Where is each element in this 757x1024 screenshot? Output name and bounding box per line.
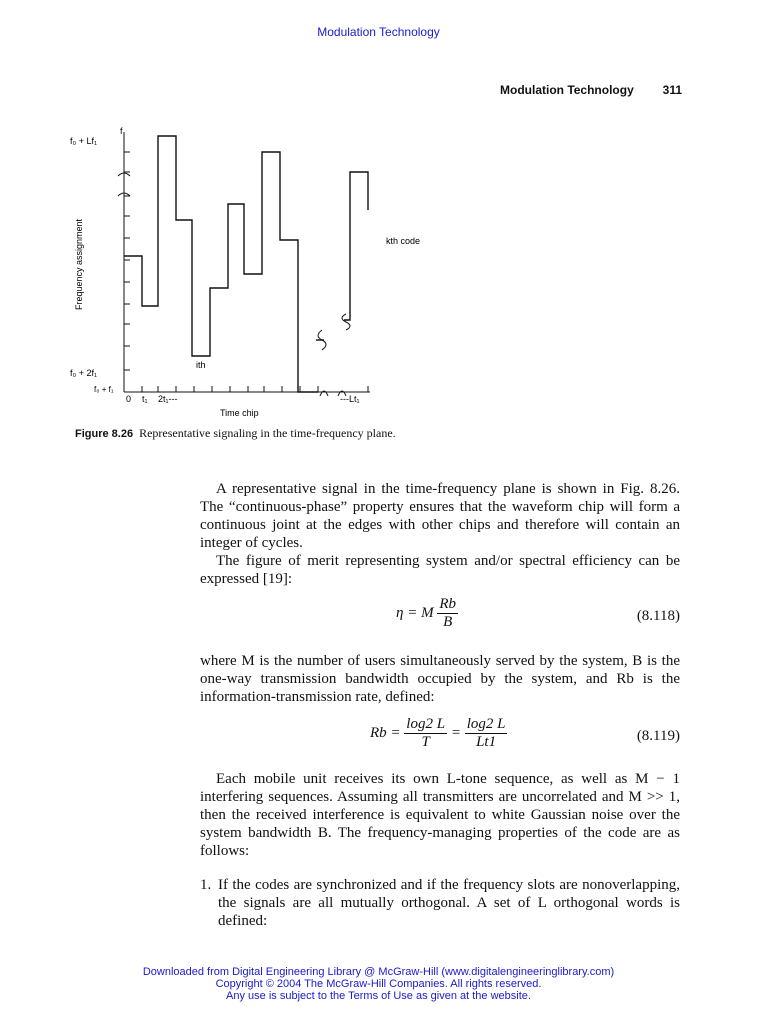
figure-caption	[75, 426, 435, 441]
y-label-f: f	[120, 126, 123, 136]
paragraph-1: A representative signal in the time-frequency plane is shown in Fig. 8.26. The “continuous-phase” property ensures that the waveform chip will form a continuous joint at the edges with other chips and therefore will contain an integer of cycles.	[200, 481, 680, 551]
eq2-denominator-1: T	[421, 734, 430, 750]
running-header	[500, 83, 682, 97]
eq1-number: (8.118)	[636, 608, 680, 624]
y-ticks	[124, 152, 130, 370]
equation-8-118	[200, 596, 680, 640]
equation-8-119	[200, 716, 680, 760]
eq2-equals: =	[450, 724, 461, 741]
y-label-top: f₀ + Lf₁	[70, 136, 98, 146]
eq1-lhs: η = M	[396, 604, 434, 621]
time-frequency-figure	[68, 120, 448, 426]
eq2-number: (8.119)	[636, 728, 680, 744]
caption-text: Representative signaling in the time-frequency plane.	[139, 426, 396, 440]
y-label-2f: f₀ + 2f₁	[70, 368, 98, 378]
eq1-denominator: B	[443, 614, 453, 630]
x-label-lt1: ---Lt₁	[340, 394, 360, 404]
eq2-lhs: Rb =	[370, 724, 401, 741]
paragraph-block-3	[200, 770, 680, 860]
eq2-numerator-2: log2 L	[466, 716, 506, 732]
x-ticks	[142, 386, 368, 392]
ith-label: ith	[196, 360, 206, 370]
eq2-numerator-1: log2 L	[406, 716, 446, 732]
y-label-f1: f₀ + f₁	[94, 385, 114, 394]
paragraph-block-1	[200, 480, 680, 588]
eq2-denominator-2: Lt1	[476, 734, 497, 750]
x-label-0: 0	[126, 394, 132, 404]
x-label-2t1: 2t₁---	[158, 394, 178, 404]
list-item	[200, 876, 680, 930]
caption-label: Figure 8.26	[75, 428, 134, 440]
running-title: Modulation Technology	[500, 83, 634, 97]
x-label-t1: t₁	[142, 394, 148, 404]
waveform-break-2	[342, 314, 350, 330]
paragraph-block-2	[200, 652, 680, 706]
ith-code-waveform	[124, 136, 318, 392]
page-number: 311	[662, 83, 682, 97]
footer	[0, 966, 757, 1002]
kth-code-waveform	[344, 172, 368, 320]
footer-terms-link[interactable]: Any use is subject to the Terms of Use as given at the website.	[226, 990, 531, 1002]
eq1-numerator: Rb	[439, 596, 456, 612]
footer-download-link[interactable]: Downloaded from Digital Engineering Library @ McGraw-Hill (www.digitalengineeringlibrary.com)	[142, 966, 615, 978]
kth-label: kth code	[386, 236, 421, 246]
list-item-text: If the codes are synchronized and if the frequency slots are nonoverlapping, the signals are all mutually orthogonal. A set of L orthogonal words is defined:	[218, 877, 680, 929]
top-link[interactable]: Modulation Technology	[317, 25, 440, 39]
paragraph-2: The figure of merit representing system and/or spectral efficiency can be expressed [19]:	[200, 553, 680, 587]
x-axis-title: Time chip	[220, 408, 259, 418]
paragraph-4: Each mobile unit receives its own L-tone sequence, as well as M − 1 interfering sequences. Assuming all transmitters are uncorrelated and M >> 1, then the received interference is equivalent to white Gaussian noise over the system bandwidth B. The frequency-managing properties of the code are as follows:	[200, 771, 680, 859]
footer-copyright: Copyright © 2004 The McGraw-Hill Companies. All rights reserved.	[215, 978, 542, 990]
list-item-label: 1.	[200, 877, 212, 893]
y-axis-title: Frequency assignment	[74, 218, 84, 310]
paragraph-3: where M is the number of users simultaneously served by the system, B is the one-way transmission bandwidth occupied by the system, and Rb is the information-transmission rate, defined:	[200, 653, 680, 705]
